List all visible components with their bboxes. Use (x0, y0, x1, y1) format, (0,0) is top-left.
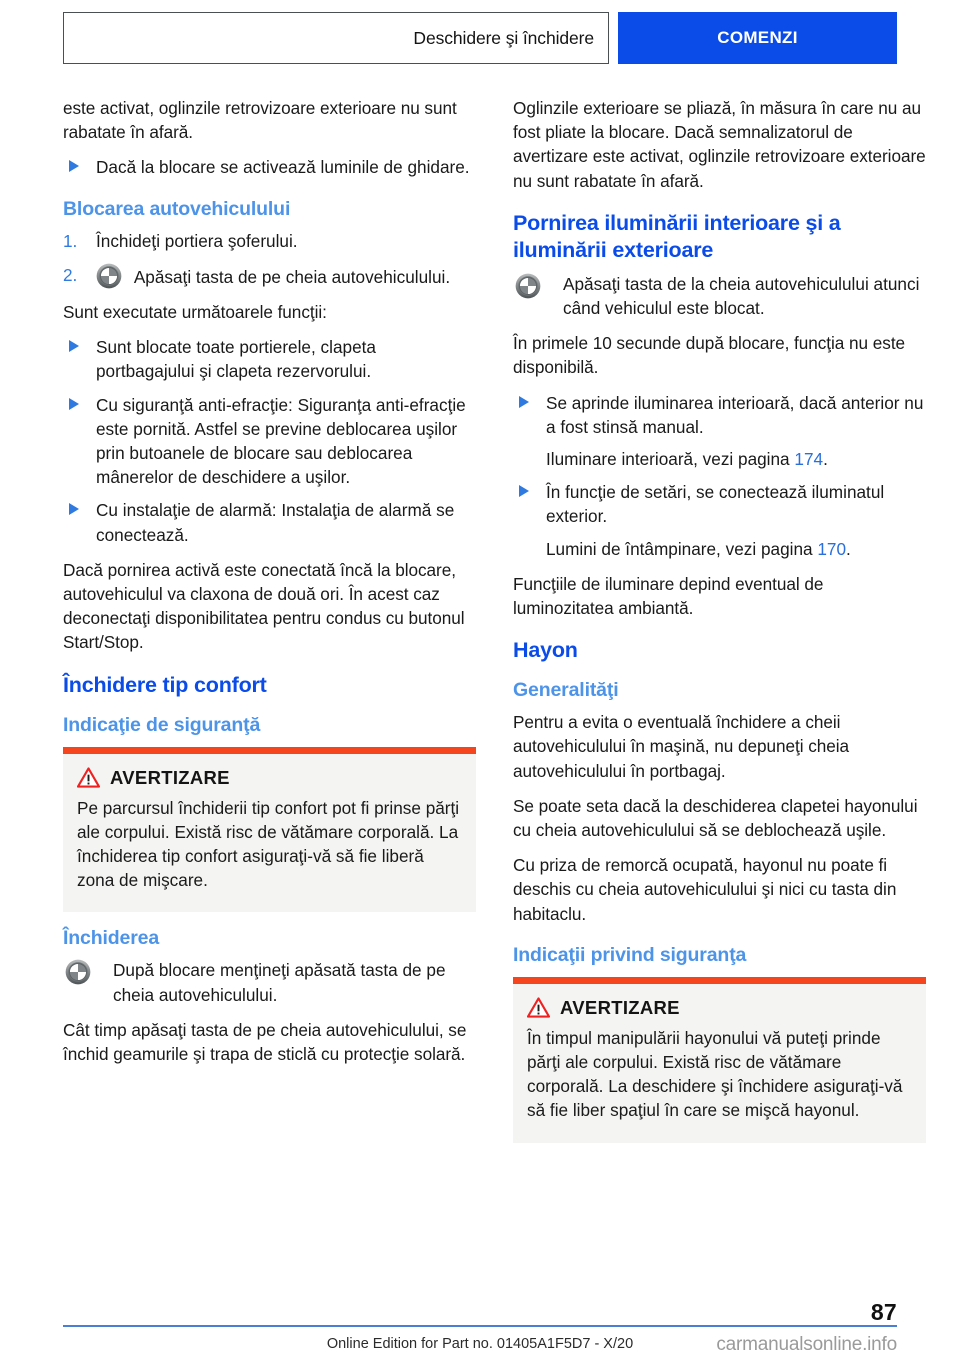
right-column (513, 96, 926, 1154)
warning-box-hayon (513, 977, 926, 1143)
paragraph-portbagaj: Pentru a evita o eventuală închidere a cheii autovehiculului în maşină, nu depuneţi cheia autovehiculului în portbagaj. (513, 712, 850, 781)
paragraph-oglinzi: Oglinzile exterioare se pliază, în măsura în care nu au fost pliate la blocare. Dacă semnalizatorul de avertizare este activat, oglinzile retrovizoare exterioare nu sunt rabatate în afară. (513, 98, 926, 191)
paragraph-continued: este activat, oglinzile retrovizoare exterioare nu sunt rabatate în afară. (63, 98, 457, 143)
page-reference-link[interactable]: 174 (794, 449, 824, 470)
bmw-roundel-icon (96, 263, 122, 289)
heading-pornirea-iluminarii: Pornirea iluminării interioare şi a iluminării exterioare (513, 210, 841, 262)
triangle-bullet-icon (69, 340, 79, 352)
list-item-text: Cu instalaţie de alarmă: Instalaţia de alarmă se conectează. (96, 500, 455, 545)
paragraph-geamuri: Cât timp apăsaţi tasta de pe cheia autovehiculului, se închid geamurile şi trapa de sticlă cu protecţie solară. (63, 1019, 467, 1065)
list-item (513, 391, 926, 472)
header-chapter-label: COMENZI (717, 28, 798, 47)
list-item (63, 229, 476, 253)
numbered-steps-blocare (63, 229, 476, 289)
paragraph-functii-intro: Sunt executate următoarele funcţii: (63, 302, 327, 323)
warning-header (527, 997, 912, 1019)
list-item (63, 263, 476, 289)
list-item-text: Dacă la blocare se activează luminile de ghidare. (96, 157, 470, 178)
footer-divider (63, 1325, 897, 1327)
header-section-tab (63, 12, 609, 64)
list-item-text: Sunt blocate toate portierele, clapeta portbagajului şi clapeta rezervorului. (96, 337, 376, 382)
header-chapter-tab (618, 12, 897, 64)
cross-reference-label: Lumini de întâmpinare, vezi pagina (546, 538, 818, 559)
page-reference-link[interactable]: 170 (817, 538, 847, 559)
warning-box-inchidere (63, 747, 476, 913)
cross-reference-suffix: . (846, 538, 851, 559)
warning-header (77, 767, 462, 789)
heading-inchiderea: Închiderea (63, 927, 160, 950)
triangle-bullet-icon (69, 398, 79, 410)
left-column (63, 96, 476, 1077)
list-item-text: Se aprinde iluminarea interioară, dacă anterior nu a fost stinsă manual. (546, 392, 924, 437)
triangle-bullet-icon (519, 396, 529, 408)
cross-reference-label: Iluminare interioară, vezi pagina (546, 449, 795, 470)
list-item (63, 393, 476, 490)
list-item-text: Cu siguranţă anti-efracţie: Siguranţa anti-efracţie este pornită. Astfel se previne deblocarea uşilor prin butoanele de blocare sau deblocarea mânerelor de deschidere a uşilor. (96, 394, 466, 488)
cross-reference-lumini (546, 537, 926, 561)
triangle-bullet-icon (69, 160, 79, 172)
page-header (63, 12, 897, 64)
step-text: Închideţi portiera şoferului. (96, 230, 298, 251)
step-number: 2. (63, 264, 78, 285)
list-item (63, 335, 476, 383)
online-edition-note: Online Edition for Part no. 01405A1F5D7 - X/20 (326, 1336, 634, 1352)
bmw-instruction-text: După blocare menţineţi apăsată tasta de pe cheia autovehiculului. (113, 960, 446, 1005)
watermark: carmanualsonline.info (716, 1334, 897, 1355)
bullet-list-iluminare (513, 391, 926, 561)
heading-indicatie-de-siguranta: Indicaţie de siguranţă (63, 713, 261, 736)
bmw-instruction-row (63, 958, 476, 1006)
bullet-list-ghidare (63, 155, 476, 179)
step-number: 1. (63, 230, 78, 251)
warning-text: Pe parcursul închiderii tip confort pot fi prinse părţi ale corpului. Există risc de vătămare corporală. La închiderea tip confort asiguraţi-vă să fie liberă zona de mişcare. (77, 797, 460, 891)
cross-reference-iluminare (546, 447, 926, 471)
heading-indicatii-privind-siguranta: Indicaţii privind siguranţa (513, 943, 747, 966)
paragraph-10-secunde: În primele 10 secunde după blocare, funcţia nu este disponibilă. (513, 333, 906, 378)
heading-blocarea-autovehiculului: Blocarea autovehiculului (63, 197, 291, 220)
warning-title: AVERTIZARE (110, 766, 230, 788)
warning-triangle-icon (527, 997, 550, 1018)
page-number: 87 (870, 1299, 897, 1325)
bmw-instruction-text: Apăsaţi tasta de la cheia autovehiculului atunci când vehiculul este blocat. (563, 273, 920, 319)
triangle-bullet-icon (69, 503, 79, 515)
bmw-roundel-icon (515, 273, 541, 299)
heading-generalitati: Generalităţi (513, 679, 619, 702)
bmw-instruction-row (513, 272, 926, 320)
list-item-text: În funcţie de setări, se conectează iluminatul exterior. (546, 482, 885, 527)
heading-inchidere-tip-confort: Închidere tip confort (63, 672, 267, 697)
warning-title: AVERTIZARE (560, 996, 680, 1018)
heading-hayon: Hayon (513, 638, 578, 663)
cross-reference-suffix: . (823, 449, 828, 470)
list-item (513, 480, 926, 561)
paragraph-claxon: Dacă pornirea activă este conectată încă la blocare, autovehiculul va claxona de două ori. În acest caz deconectaţi disponibilitatea pentru condus cu butonul Start/Stop. (63, 559, 465, 653)
header-section-title: Deschidere şi închidere (413, 27, 594, 48)
paragraph-luminozitate: Funcţiile de iluminare depind eventual de luminozitatea ambiantă. (513, 573, 824, 619)
bmw-roundel-icon (65, 959, 91, 985)
paragraph-remorca: Cu priza de remorcă ocupată, hayonul nu poate fi deschis cu cheia autovehiculului şi nici cu tasta din habitaclu. (513, 855, 897, 924)
triangle-bullet-icon (519, 485, 529, 497)
warning-text: În timpul manipulării hayonului vă puteţi prinde părţi ale corpului. Există risc de vătămare corporală. La deschidere şi închidere asiguraţi-vă să fie liber spaţiul în care se mişcă hayonul. (527, 1027, 903, 1121)
warning-triangle-icon (77, 767, 100, 788)
paragraph-deblocheaza: Se poate seta dacă la deschiderea clapetei hayonului cu cheia autovehiculului să se deblochează uşile. (513, 795, 918, 841)
list-item (63, 155, 476, 179)
bullet-list-functii (63, 335, 476, 547)
list-item (63, 498, 476, 546)
step-text: Apăsaţi tasta de pe cheia autovehiculului. (133, 266, 451, 287)
